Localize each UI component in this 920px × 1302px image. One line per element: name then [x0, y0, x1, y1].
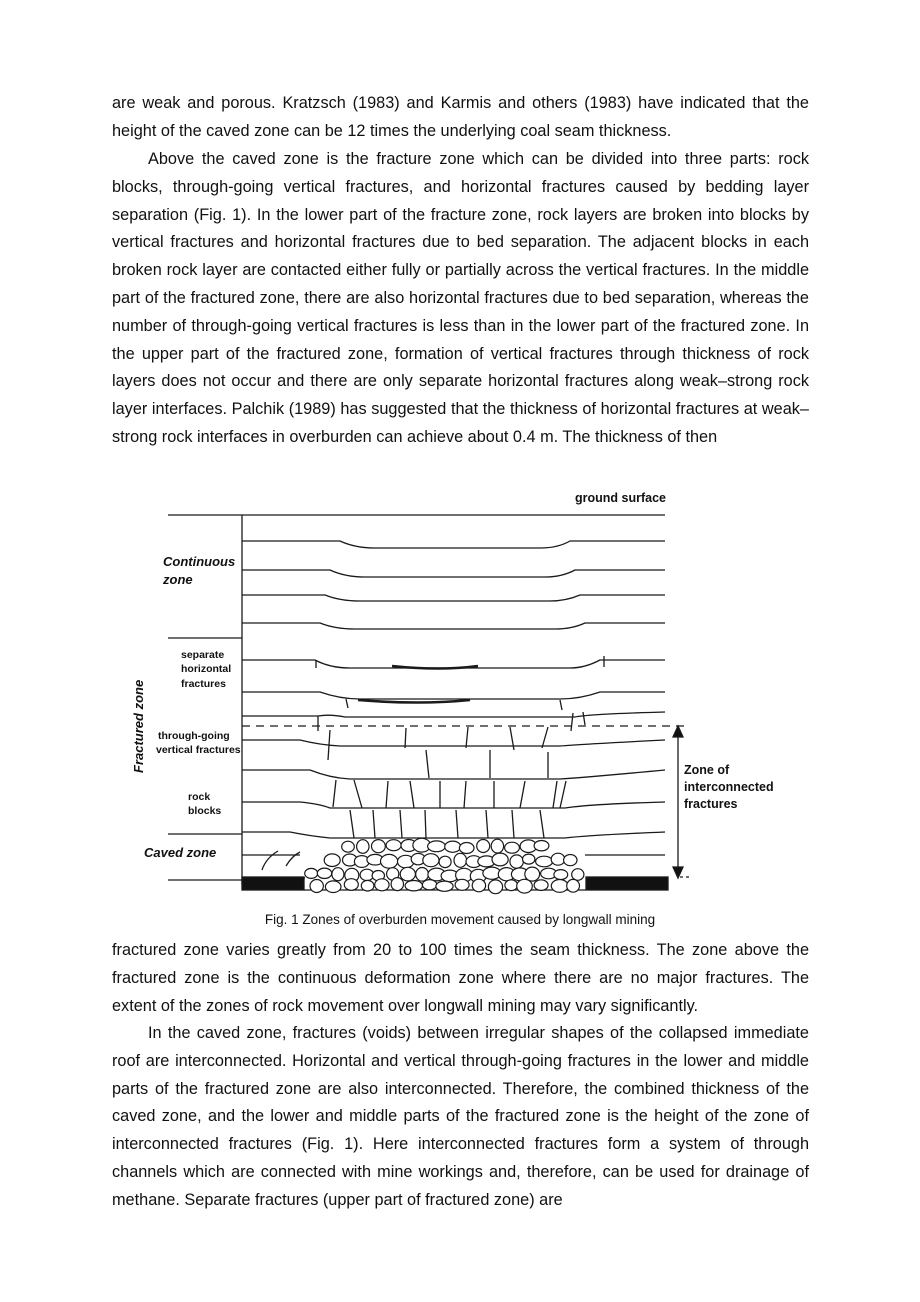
rubble-stone: [428, 868, 445, 881]
rubble-stone: [445, 841, 461, 852]
rubble-stone: [428, 841, 446, 852]
rubble-stone: [398, 855, 414, 868]
rubble-stone: [325, 881, 341, 893]
rubble-stone: [343, 854, 358, 866]
rubble-stone: [367, 854, 383, 865]
label-separate: separate: [181, 649, 225, 661]
rubble-stone: [310, 880, 323, 893]
rubble-stone: [567, 879, 580, 892]
rubble-stone: [439, 856, 451, 867]
label-zone-of: Zone of: [684, 763, 730, 777]
rubble-stone: [413, 838, 431, 852]
rubble-stone: [375, 879, 389, 891]
rubble-stone: [372, 871, 384, 881]
rubble-stone: [534, 841, 549, 851]
rubble-stone: [342, 841, 355, 852]
rubble-stone: [536, 856, 553, 867]
rubble-stone: [523, 854, 535, 864]
rubble-stone: [511, 868, 528, 881]
rubble-stone: [456, 868, 473, 882]
rubble-stone: [423, 854, 439, 867]
rubble-stone: [520, 840, 537, 853]
rubble-stone: [472, 879, 485, 892]
rubble-stone: [459, 843, 474, 854]
rubble-stone: [470, 869, 486, 882]
label-interconnected-fractures: fractures: [684, 797, 738, 811]
rubble-stone: [572, 869, 584, 881]
rubble-stone: [387, 868, 399, 880]
label-vertical-fractures: vertical fractures: [156, 744, 241, 756]
rubble-stone: [317, 868, 331, 878]
label-fractured-zone: Fractured zone: [131, 679, 146, 773]
label-blocks: blocks: [188, 805, 222, 817]
rubble-stone: [478, 856, 495, 867]
rubble-stone: [541, 868, 557, 879]
caved-rubble: [305, 838, 584, 893]
rubble-stone: [534, 880, 548, 891]
rubble-stone: [564, 855, 577, 866]
rubble-stone: [354, 856, 369, 868]
rubble-stone: [391, 878, 403, 891]
label-continuous-zone: zone: [163, 572, 193, 587]
rubble-stone: [525, 867, 540, 881]
paragraph-4: In the caved zone, fractures (voids) between irregular shapes of the collapsed immediate roof are interconnected. Horizontal and vertical through-going fractures in the lower and middle parts of the fractured zone are also interconnected. Therefore, the combined thickness of the caved zone, and the lower and middle parts of the fractured zone is the height of the zone of interconnected fractures (Fig. 1). Here interconnected fractures form a system of through channels which are connected with mine workings and, therefore, can be used for drainage of methane. Separate fractures (upper part of fractured zone) are: [112, 1024, 809, 1209]
rubble-stone: [372, 840, 386, 853]
figure-caption: Fig. 1 Zones of overburden movement caused by longwall mining: [264, 912, 656, 927]
rubble-stone: [492, 853, 508, 866]
rubble-stone: [488, 880, 502, 894]
rubble-stone: [386, 840, 401, 851]
rubble-stone: [554, 870, 568, 880]
rubble-stone: [360, 869, 374, 880]
rubble-stone: [477, 840, 490, 853]
rubble-stone: [483, 867, 501, 879]
rubble-stone: [454, 853, 467, 867]
label-fractures: fractures: [181, 678, 226, 690]
rubble-stone: [551, 880, 568, 893]
label-caved-zone: Caved zone: [144, 845, 217, 860]
label-interconnected: interconnected: [684, 780, 774, 794]
rubble-stone: [436, 881, 453, 891]
rubble-stone: [381, 854, 398, 868]
label-through-going: through-going: [158, 730, 230, 742]
rubble-stone: [510, 855, 523, 868]
rubble-stone: [505, 880, 518, 891]
rubble-stone: [400, 867, 415, 881]
label-continuous: Continuous: [163, 554, 236, 569]
rubble-stone: [345, 868, 359, 882]
rubble-stone: [422, 880, 436, 890]
paragraph-2: Above the caved zone is the fracture zone which can be divided into three parts: rock blocks, through-going vertical fractures, and horizontal fractures caused by bedding layer separation (Fig. 1). In the lower part of the fracture zone, rock layers are broken into blocks by vertical fractures and horizontal fractures due to bed separation. The adjacent blocks in each broken rock layer are contacted either fully or partially across the vertical fractures. In the middle part of the fractured zone, there are also horizontal fractures due to bed separation, whereas the number of through-going vertical fractures is less than in the lower part of the fractured zone. In the upper part of the fractured zone, formation of vertical fractures through thickness of rock layers does not occur and there are only separate horizontal fractures along weak–strong rock layer interfaces. Palchik (1989) has suggested that the thickness of horizontal fractures at weak–strong rock interfaces in overburden can achieve about 0.4 m. The thickness of then: [112, 150, 809, 446]
rubble-stone: [466, 856, 482, 868]
rubble-stone: [491, 839, 503, 853]
paragraph-3: fractured zone varies greatly from 20 to 100 times the seam thickness. The zone above the fractured zone is the continuous deformation zone where there are no major fractures. The extent of the zones of rock movement over longwall mining may vary significantly.: [112, 941, 809, 1015]
rubble-stone: [416, 868, 429, 882]
rubble-stone: [455, 879, 469, 890]
label-horizontal: horizontal: [181, 663, 232, 675]
rubble-stone: [305, 868, 318, 878]
rubble-stone: [405, 881, 422, 891]
rubble-stone: [361, 880, 374, 891]
label-rock: rock: [188, 791, 211, 803]
rubble-stone: [498, 868, 515, 881]
rubble-stone: [401, 840, 416, 852]
rubble-stone: [332, 868, 344, 881]
rubble-stone: [441, 870, 458, 882]
label-ground-surface: ground surface: [575, 491, 666, 505]
rubble-stone: [411, 853, 425, 864]
rubble-stone: [505, 842, 520, 853]
rubble-stone: [344, 879, 358, 891]
rubble-stone: [357, 840, 369, 854]
rubble-stone: [551, 853, 565, 865]
rubble-stone: [517, 879, 533, 893]
paragraph-1: are weak and porous. Kratzsch (1983) and Karmis and others (1983) have indicated that the height of the caved zone can be 12 times the underlying coal seam thickness.: [112, 94, 809, 140]
rubble-stone: [324, 854, 340, 867]
